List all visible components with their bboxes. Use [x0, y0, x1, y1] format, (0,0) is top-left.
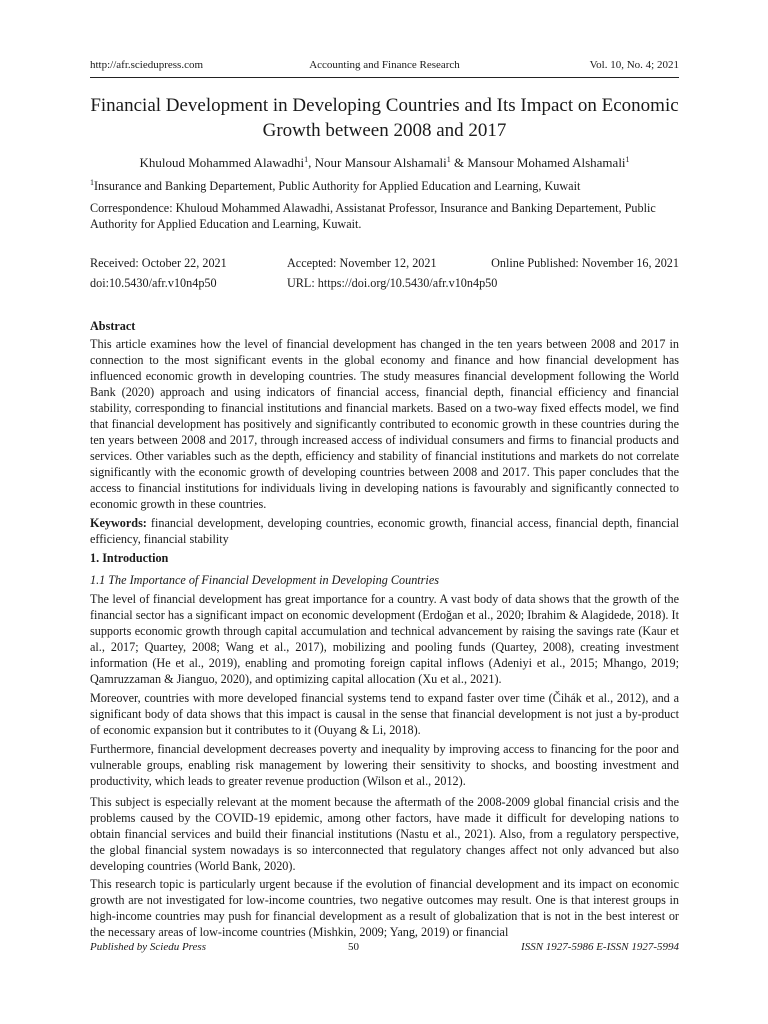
- journal-url[interactable]: http://afr.sciedupress.com: [90, 59, 204, 71]
- author-1-affil: 1: [304, 155, 309, 164]
- keywords-label: Keywords:: [90, 516, 147, 530]
- header-rule: [90, 77, 679, 78]
- paragraph-3: Furthermore, financial development decreases poverty and inequality by improving access to financing for the poor and vulnerable groups, enabling risk management by lowering their sensitivity to shocks, and boosting investment and productivity, which leads to greater revenue production (Wilson et al., 2012).: [90, 742, 679, 788]
- published-date: Online Published: November 16, 2021: [491, 256, 679, 270]
- article-title: Financial Development in Developing Countries and Its Impact on Economic Growth between 2008 and 2017: [90, 95, 679, 141]
- doi[interactable]: doi:10.5430/afr.v10n4p50: [90, 276, 217, 290]
- affiliation: [90, 178, 679, 194]
- author-3-affil: 1: [625, 155, 630, 164]
- paragraph-2: Moreover, countries with more developed financial systems tend to expand faster over time (Čihák et al., 2012), and a significant body of data shows that this impact is causal in the sense that financial development is not just a by-product of economic expansion but it contributes to it (Ouyang & Li, 2018).: [90, 691, 679, 737]
- doi-url[interactable]: URL: https://doi.org/10.5430/afr.v10n4p50: [287, 276, 498, 290]
- issn: ISSN 1927-5986 E-ISSN 1927-5994: [521, 941, 679, 953]
- paragraph-1: The level of financial development has great importance for a country. A vast body of data shows that the growth of the financial sector has a significant impact on economic development (Erdoğan et al., 2020; Ibrahim & Alagidede, 2018). It supports economic growth through capital accumulation and technical advancement by raising the savings rate (Kaur et al., 2017; Quartey, 2008; Wang et al., 2017), mobilizing and pooling funds (Quartey, 2008), creating investment information (He et al., 2019), enabling and promoting foreign capital inflows (Adeniyi et al., 2015; Mhango, 2019; Qamruzzaman & Jianguo, 2020), and optimizing capital allocation (Xu et al., 2021).: [90, 592, 679, 686]
- abstract-heading: Abstract: [90, 319, 136, 333]
- keywords-text: financial development, developing countries, economic growth, financial access, financial depth, financial efficiency, financial stability: [90, 516, 679, 546]
- accepted-date: Accepted: November 12, 2021: [287, 256, 437, 270]
- running-header: [90, 59, 679, 75]
- correspondence: Correspondence: Khuloud Mohammed Alawadhi, Assistanat Professor, Insurance and Banking Departement, Public Authority for Applied Education and Learning, Kuwait.: [90, 201, 656, 231]
- author-2-affil: 1: [446, 155, 451, 164]
- publisher: Published by Sciedu Press: [90, 941, 206, 953]
- author-2: Nour Mansour Alshamali: [314, 155, 447, 170]
- subsection-heading: 1.1 The Importance of Financial Development in Developing Countries: [90, 573, 439, 587]
- abstract-text: This article examines how the level of financial development has changed in the ten years between 2008 and 2017 in connection to the most significant events in the global economy and finance and how financial development has influenced economic growth in developing countries. The study measures financial development following the World Bank (2020) approach and using indicators of financial access, financial depth, financial efficiency and financial stability, corresponding to financial institutions and financial markets. Based on a two-way fixed effects model, we find that financial development has positively and significantly contributed to economic growth in these countries during the ten years between 2008 and 2017, through increased access of individual consumers and firms to financial products and services. Other variables such as the depth, efficiency and stability of financial institutions and markets do not correlate significantly with the economic growth of developing countries between 2008 and 2017. This paper concludes that the access to financial institutions for individuals living in developing nations is favourably and significantly connected to economic growth in these countries.: [90, 337, 679, 511]
- author-separator-1: ,: [308, 155, 315, 170]
- author-separator-2: &: [450, 155, 468, 170]
- author-line: [90, 155, 679, 171]
- author-1: Khuloud Mohammed Alawadhi: [139, 155, 305, 170]
- received-date: Received: October 22, 2021: [90, 256, 227, 270]
- volume-info: Vol. 10, No. 4; 2021: [589, 59, 679, 71]
- paragraph-5: This research topic is particularly urgent because if the evolution of financial development and its impact on economic growth are not investigated for low-income countries, two negative outcomes may result. One is that interest groups in high-income countries may push for financial development as a result of globalization that is not in the best interest or the necessary areas of low-income countries (Mishkin, 2009; Yang, 2019) or financial: [90, 877, 679, 939]
- section-heading-introduction: 1. Introduction: [90, 551, 169, 565]
- paragraph-4: This subject is especially relevant at the moment because the aftermath of the 2008-2009 global financial crisis and the problems caused by the COVID-19 epidemic, among other factors, have made it difficult for developing nations to obtain financial services and build their financial institutions (Nastu et al., 2021). Also, from a regulatory perspective, the global financial system nowadays is so interconnected that regulatory changes affect not only advanced but also developing countries (World Bank, 2020).: [90, 795, 679, 873]
- keywords: [90, 515, 679, 547]
- author-3: Mansour Mohamed Alshamali: [467, 155, 626, 170]
- affiliation-marker: 1: [90, 178, 94, 187]
- journal-name: Accounting and Finance Research: [309, 59, 460, 71]
- page-number: 50: [348, 941, 359, 953]
- affiliation-text: Insurance and Banking Departement, Public Authority for Applied Education and Learning, Kuwait: [94, 179, 581, 193]
